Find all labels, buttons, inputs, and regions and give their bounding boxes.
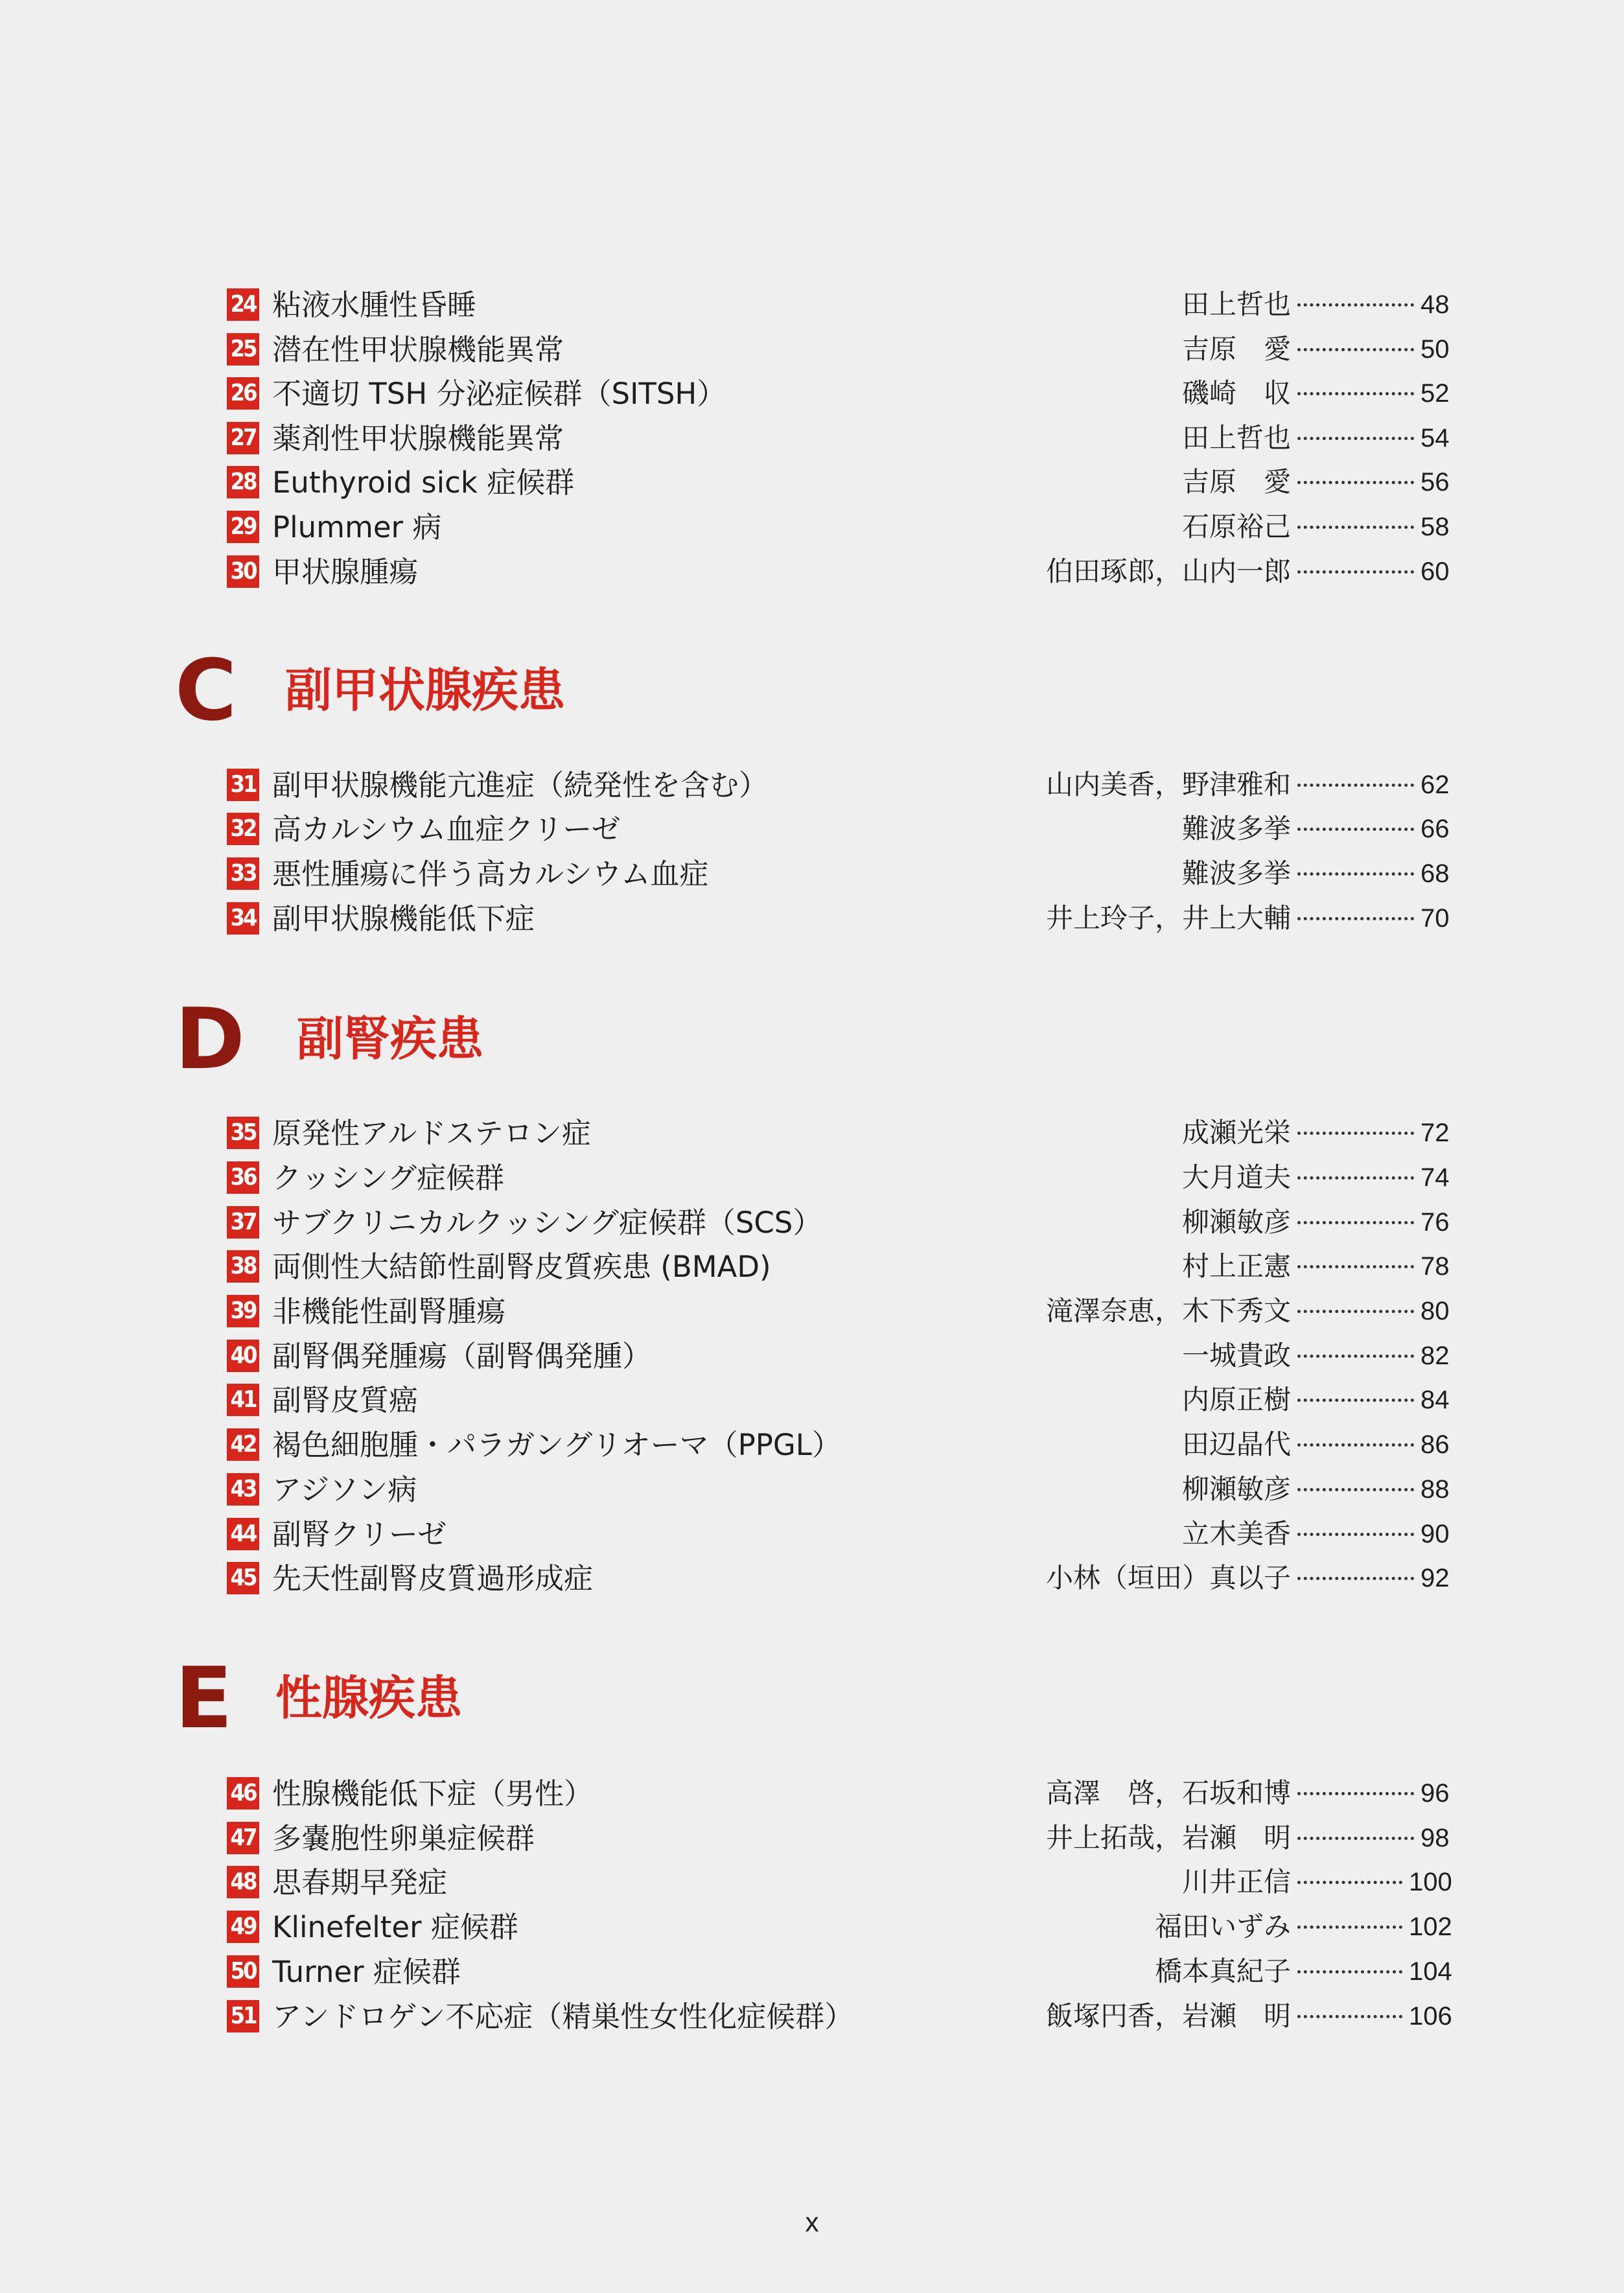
entry-authors: 川井正信 (1181, 1866, 1291, 1898)
toc-entry[interactable] (227, 1950, 1452, 1994)
entry-authors: 難波多挙 (1181, 857, 1291, 889)
toc-entry[interactable] (227, 1111, 1452, 1155)
entry-title: 非機能性副腎腫瘍 (272, 1294, 506, 1329)
entry-title: アンドロゲン不応症（精巣性女性化症候群） (272, 1999, 854, 2034)
section-letter: E (175, 1649, 233, 1747)
entry-number-badge: 31 (227, 769, 259, 801)
section-letter: C (175, 641, 237, 739)
entry-number-badge: 34 (227, 902, 259, 935)
entry-authors: 井上玲子，井上大輔 (1045, 902, 1291, 934)
leader-dots (1297, 1132, 1414, 1135)
leader-dots (1297, 348, 1414, 351)
entry-page-number: 62 (1421, 771, 1450, 799)
toc-entry[interactable] (227, 852, 1452, 896)
entry-authors: 柳瀬敏彦 (1181, 1473, 1291, 1505)
entry-authors: 一城貴政 (1181, 1340, 1291, 1371)
section-heading-c (175, 641, 566, 739)
entry-title: 高カルシウム血症クリーゼ (272, 811, 621, 846)
entry-title: アジソン病 (272, 1472, 417, 1507)
entry-authors: 吉原 愛 (1181, 466, 1291, 498)
entry-title: 先天性副腎皮質過形成症 (272, 1561, 594, 1596)
entry-number-badge: 51 (227, 2000, 259, 2032)
entry-authors: 立木美香 (1181, 1518, 1291, 1550)
entry-number-badge: 26 (227, 377, 259, 410)
entry-authors: 山内美香，野津雅和 (1045, 769, 1291, 800)
entry-title: 悪性腫瘍に伴う高カルシウム血症 (272, 856, 709, 891)
toc-entry[interactable] (227, 1860, 1452, 1904)
entry-authors: 橋本真紀子 (1154, 1955, 1291, 1987)
entry-page-number: 104 (1409, 1957, 1452, 1986)
entry-authors: 内原正樹 (1181, 1384, 1291, 1415)
toc-entry[interactable] (227, 1200, 1452, 1244)
section-letter: D (175, 990, 245, 1088)
entry-number-badge: 40 (227, 1340, 259, 1372)
entry-authors: 柳瀬敏彦 (1181, 1206, 1291, 1238)
toc-entry[interactable] (227, 1467, 1452, 1511)
toc-entry[interactable] (227, 1378, 1452, 1422)
entry-page-number: 82 (1421, 1342, 1450, 1370)
entry-title: 粘液水腫性昏睡 (272, 287, 477, 322)
leader-dots (1297, 784, 1414, 787)
entry-number-badge: 38 (227, 1250, 259, 1283)
leader-dots (1297, 303, 1414, 307)
leader-dots (1297, 526, 1414, 529)
toc-entry[interactable] (227, 371, 1452, 415)
entry-page-number: 100 (1409, 1868, 1452, 1896)
entry-title: 原発性アルドステロン症 (272, 1115, 591, 1150)
toc-entry[interactable] (227, 327, 1452, 371)
entry-page-number: 56 (1421, 468, 1450, 496)
leader-dots (1297, 1577, 1414, 1580)
leader-dots (1297, 1926, 1402, 1929)
toc-entry[interactable] (227, 1423, 1452, 1467)
toc-entry[interactable] (227, 1289, 1452, 1333)
entry-page-number: 88 (1421, 1475, 1450, 1504)
entry-number-badge: 50 (227, 1955, 259, 1988)
entry-title: 潜在性甲状腺機能異常 (272, 332, 564, 367)
section-title: 性腺疾患 (275, 1671, 463, 1725)
entry-number-badge: 24 (227, 288, 259, 321)
leader-dots (1297, 1265, 1414, 1268)
leader-dots (1297, 872, 1414, 876)
entry-title: サブクリニカルクッシング症候群（SCS） (272, 1205, 822, 1240)
toc-entry[interactable] (227, 1556, 1452, 1600)
entry-authors: 難波多挙 (1181, 813, 1291, 844)
leader-dots (1297, 828, 1414, 831)
entry-page-number: 66 (1421, 815, 1450, 843)
entry-title: 薬剤性甲状腺機能異常 (272, 421, 564, 456)
entry-page-number: 98 (1421, 1824, 1450, 1852)
toc-entry[interactable] (227, 1771, 1452, 1815)
entry-page-number: 58 (1421, 513, 1450, 541)
toc-entry[interactable] (227, 1816, 1452, 1860)
entry-authors: 成瀬光栄 (1181, 1117, 1291, 1148)
entry-title: Plummer 病 (272, 509, 442, 544)
toc-entry[interactable] (227, 1244, 1452, 1288)
entry-authors: 吉原 愛 (1181, 333, 1291, 365)
page-folio: x (805, 2207, 819, 2237)
entry-title: 多嚢胞性卵巣症候群 (272, 1821, 535, 1856)
toc-entry[interactable] (227, 896, 1452, 940)
leader-dots (1297, 1310, 1414, 1313)
entry-title: Turner 症候群 (272, 1954, 461, 1989)
section-heading-d (175, 990, 484, 1088)
entry-number-badge: 35 (227, 1117, 259, 1149)
entry-authors: 村上正憲 (1181, 1250, 1291, 1282)
leader-dots (1297, 1488, 1414, 1491)
toc-entry[interactable] (227, 1994, 1452, 2038)
toc-entry[interactable] (227, 416, 1452, 460)
toc-entry[interactable] (227, 1512, 1452, 1556)
entry-authors: 井上拓哉，岩瀬 明 (1045, 1822, 1291, 1854)
toc-entry[interactable] (227, 550, 1452, 594)
leader-dots (1297, 1792, 1414, 1795)
entry-page-number: 72 (1421, 1119, 1450, 1147)
entry-page-number: 90 (1421, 1520, 1450, 1548)
entry-number-badge: 44 (227, 1518, 259, 1550)
leader-dots (1297, 481, 1414, 484)
entry-title: 副腎偶発腫瘍（副腎偶発腫） (272, 1338, 652, 1373)
entry-number-badge: 46 (227, 1777, 259, 1810)
entry-number-badge: 47 (227, 1822, 259, 1854)
entry-title: 両側性大結節性副腎皮質疾患 (BMAD) (272, 1249, 771, 1284)
entry-number-badge: 36 (227, 1161, 259, 1194)
toc-entry[interactable] (227, 460, 1452, 504)
entry-number-badge: 32 (227, 813, 259, 845)
entry-number-badge: 43 (227, 1473, 259, 1506)
entry-page-number: 102 (1409, 1913, 1452, 1941)
entry-title: 副甲状腺機能亢進症（続発性を含む） (272, 767, 769, 802)
entry-page-number: 80 (1421, 1297, 1450, 1325)
entry-page-number: 54 (1421, 424, 1450, 452)
entry-authors: 田上哲也 (1181, 288, 1291, 320)
entry-authors: 高澤 啓，石坂和博 (1045, 1777, 1291, 1809)
leader-dots (1297, 1221, 1414, 1224)
leader-dots (1297, 392, 1414, 395)
entry-authors: 田上哲也 (1181, 422, 1291, 454)
entry-page-number: 76 (1421, 1208, 1450, 1237)
entry-number-badge: 39 (227, 1295, 259, 1327)
entry-number-badge: 25 (227, 333, 259, 366)
entry-title: 褐色細胞腫・パラガングリオーマ（PPGL） (272, 1427, 841, 1462)
entry-authors: 石原裕己 (1181, 511, 1291, 542)
entry-number-badge: 49 (227, 1911, 259, 1943)
entry-title: 性腺機能低下症（男性） (272, 1776, 594, 1811)
entry-page-number: 68 (1421, 859, 1450, 888)
entry-page-number: 84 (1421, 1386, 1450, 1414)
entry-page-number: 78 (1421, 1252, 1450, 1281)
entry-title: Klinefelter 症候群 (272, 1909, 518, 1944)
entry-number-badge: 29 (227, 511, 259, 543)
toc-entry[interactable] (227, 1334, 1452, 1378)
leader-dots (1297, 1355, 1414, 1358)
entry-page-number: 48 (1421, 290, 1450, 319)
entry-page-number: 86 (1421, 1430, 1450, 1459)
entry-authors: 小林（垣田）真以子 (1045, 1562, 1291, 1594)
entry-page-number: 70 (1421, 904, 1450, 933)
entry-page-number: 92 (1421, 1564, 1450, 1592)
entry-page-number: 96 (1421, 1779, 1450, 1808)
leader-dots (1297, 1176, 1414, 1180)
entry-number-badge: 48 (227, 1866, 259, 1898)
toc-entry[interactable] (227, 283, 1452, 327)
leader-dots (1297, 2015, 1402, 2018)
section-title: 副甲状腺疾患 (285, 663, 566, 717)
toc-entry[interactable] (227, 1905, 1452, 1949)
entry-title: 副腎クリーゼ (272, 1517, 447, 1552)
entry-authors: 滝澤奈恵，木下秀文 (1045, 1295, 1291, 1327)
entry-title: 不適切 TSH 分泌症候群（SITSH） (272, 376, 726, 411)
entry-number-badge: 37 (227, 1206, 259, 1239)
entry-title: 思春期早発症 (272, 1865, 448, 1900)
entry-authors: 田辺晶代 (1181, 1428, 1291, 1460)
entry-number-badge: 45 (227, 1562, 259, 1594)
entry-title: クッシング症候群 (272, 1160, 504, 1195)
entry-number-badge: 27 (227, 422, 259, 454)
entry-title: 副甲状腺機能低下症 (272, 901, 535, 936)
leader-dots (1297, 437, 1414, 440)
leader-dots (1297, 1399, 1414, 1402)
leader-dots (1297, 917, 1414, 920)
entry-page-number: 52 (1421, 379, 1450, 408)
leader-dots (1297, 570, 1414, 574)
toc-entry[interactable] (227, 1156, 1452, 1200)
leader-dots (1297, 1881, 1402, 1884)
entry-number-badge: 41 (227, 1384, 259, 1416)
entry-number-badge: 30 (227, 555, 259, 588)
entry-authors: 飯塚円香，岩瀬 明 (1045, 2000, 1291, 2032)
entry-title: 甲状腺腫瘍 (272, 554, 419, 589)
leader-dots (1297, 1533, 1414, 1536)
entry-page-number: 74 (1421, 1163, 1450, 1192)
section-heading-e (175, 1649, 463, 1747)
toc-entry[interactable] (227, 807, 1452, 851)
entry-page-number: 106 (1409, 2002, 1452, 2031)
section-title: 副腎疾患 (297, 1012, 484, 1066)
toc-entry[interactable] (227, 763, 1452, 807)
leader-dots (1297, 1443, 1414, 1447)
entry-authors: 大月道夫 (1181, 1161, 1291, 1193)
entry-number-badge: 33 (227, 857, 259, 890)
entry-authors: 磯崎 収 (1181, 377, 1291, 409)
entry-number-badge: 28 (227, 466, 259, 498)
entry-page-number: 50 (1421, 335, 1450, 364)
entry-title: Euthyroid sick 症候群 (272, 465, 575, 500)
entry-title: 副腎皮質癌 (272, 1382, 419, 1417)
toc-entry[interactable] (227, 505, 1452, 549)
entry-number-badge: 42 (227, 1428, 259, 1461)
entry-authors: 福田いずみ (1154, 1911, 1291, 1942)
entry-authors: 伯田琢郎，山内一郎 (1045, 555, 1291, 587)
leader-dots (1297, 1837, 1414, 1840)
entry-page-number: 60 (1421, 557, 1450, 586)
leader-dots (1297, 1970, 1402, 1973)
